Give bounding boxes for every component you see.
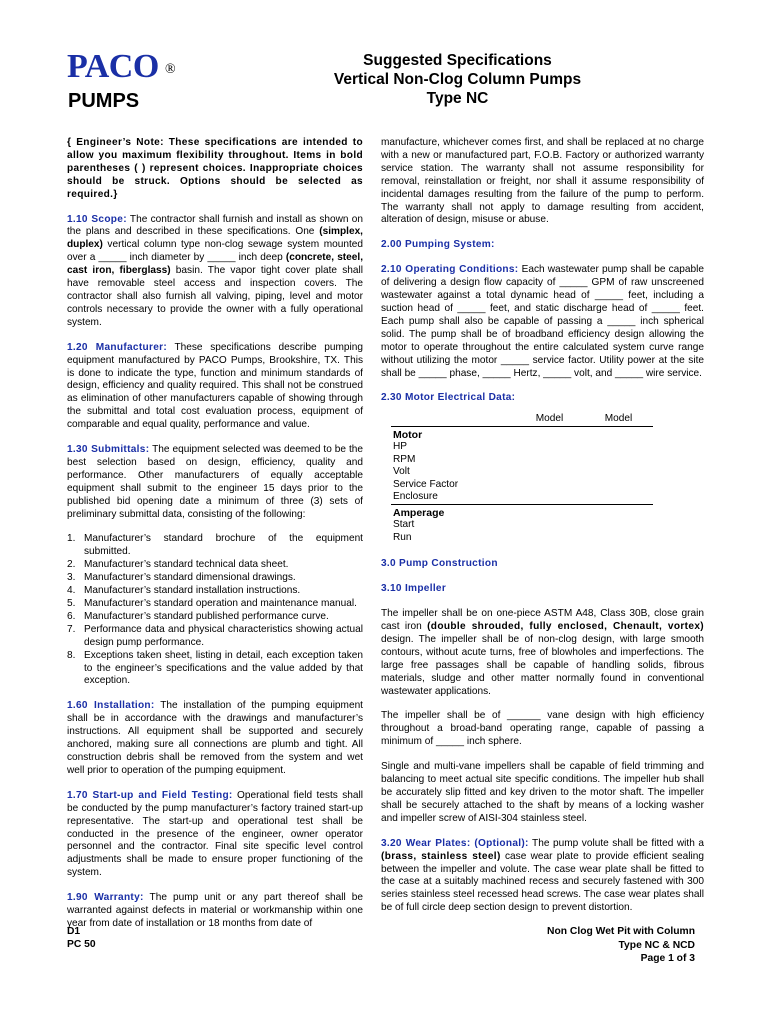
impeller-paragraph-2: The impeller shall be of ______ vane design with high efficiency throughout a broad-band operating range, capable of passing a minimum of _____ inch sphere.: [381, 710, 704, 748]
section-heading: 2.10 Operating Conditions:: [381, 264, 519, 276]
list-item: 3. Manufacturer’s standard dimensional drawings.: [67, 572, 296, 584]
section-1-60-installation: 1.60 Installation: The installation of the pumping equipment shall be in accordance with the drawings and manufacturer’s instructions. All equipment shall be supported and securely anchored, making sure all connections are plumb and tight. All construction debris shall be removed from the system and wet well prior to operation of the pumping equipment.: [67, 700, 363, 776]
section-heading: 3.20 Wear Plates: (Optional):: [381, 837, 529, 849]
table-row: Volt: [393, 466, 410, 478]
section-heading: 1.60 Installation:: [67, 700, 155, 712]
page-title: [290, 51, 625, 108]
brand-logo: PACO: [67, 48, 159, 85]
list-item: 4. Manufacturer’s standard installation instructions.: [67, 585, 301, 597]
section-heading: 1.70 Start-up and Field Testing:: [67, 789, 233, 801]
table-row: Enclosure: [393, 491, 438, 503]
section-3-10-heading: 3.10 Impeller: [381, 583, 447, 595]
list-item: 7. Performance data and physical characteristics showing actual design pump performance.: [67, 623, 363, 648]
section-2-00-heading: 2.00 Pumping System:: [381, 239, 495, 251]
brand-subtitle: PUMPS: [68, 90, 140, 112]
registered-mark: ®: [165, 62, 176, 77]
table-row: HP: [393, 441, 408, 453]
section-1-20-manufacturer: 1.20 Manufacturer: These specifications describe pumping equipment manufactured by PACO Pumps, Brookshire, TX. This is done to indicate the type, function and minimum standards of design, efficiency and quality required. This shall not be construed as elimination of other manufacturers capable of showing through the submittal and total cost evaluation process, equipment of comparable and equal quality, performance and value.: [67, 341, 363, 431]
impeller-paragraph-3: Single and multi-vane impellers shall be capable of field trimming and balancing to meet actual site specific conditions. The impeller hub shall be accurately slip fitted and key driven to the motor shaft. The impeller shall be securely attached to the shaft by means of a locking washer and impeller screw of AISI-304 stainless steel.: [381, 761, 704, 824]
right-column: [381, 137, 704, 927]
title-line-3: Type NC: [426, 90, 489, 107]
submittal-list: [67, 533, 363, 688]
left-column: [67, 137, 363, 943]
page-number: Page 1 of 3: [640, 953, 695, 964]
table-row: Service Factor: [393, 478, 459, 490]
warranty-continued: manufacture, whichever comes first, and shall be replaced at no charge with a new or manufactured part, F.O.B. Factory or authorized warranty service station. The warranty shall not assume responsibility for removal, reinstallation or freight, nor shall it assume responsibility of incidental damages resulting from the failure of the pump to perform. The warranty shall not apply to damage resulting from accident, alteration of design, misuse or abuse.: [381, 137, 704, 226]
table-row: [391, 426, 653, 441]
group-label: Motor: [393, 428, 423, 441]
section-3-0-heading: 3.0 Pump Construction: [381, 558, 498, 570]
motor-data-table: [391, 413, 653, 544]
section-heading: 1.20 Manufacturer:: [67, 341, 168, 353]
footer-code-2: PC 50: [67, 939, 96, 950]
list-item: 2. Manufacturer’s standard technical data sheet.: [67, 559, 289, 571]
table-row: Run: [393, 531, 412, 543]
list-item: 6. Manufacturer’s standard published performance curve.: [67, 610, 329, 622]
engineer-note: { Engineer’s Note: These specifications are intended to allow you maximum flexibility throughout. Items in bold parentheses ( ) represent choices. Inappropriate choices should be struck. Options should be selected as required.}: [67, 137, 363, 200]
footer-doc-line-2: Type NC & NCD: [618, 939, 695, 951]
list-item: 8. Exceptions taken sheet, listing in detail, each exception taken to the engineer’s specifications and the value added by that exception.: [67, 649, 363, 687]
section-heading: 1.10 Scope:: [67, 213, 127, 225]
section-heading: 1.90 Warranty:: [67, 892, 144, 904]
list-item: 5. Manufacturer’s standard operation and maintenance manual.: [67, 598, 357, 609]
table-header-row: [391, 413, 653, 426]
section-1-70-startup: 1.70 Start-up and Field Testing: Operational field tests shall be conducted by the pump manufacturer’s factory trained start-up representative. The start-up and operational test shall be conducted in the presence of the engineer, owner operator personnel and the contractor. Final site specific level control adjustments shall be made to ensure proper functioning of the system.: [67, 789, 363, 879]
impeller-paragraph-1: The impeller shall be on one-piece ASTM A48, Class 30B, close grain cast iron (double shrouded, fully enclosed, Chenault, vortex) design. The impeller shall be of non-clog design, with large smooth contours, without acute turns, free of blowholes and imperfections. The large free passages shall be capable of handling solids, fibrous materials, sludge and other matter normally found in conventional wastewater applications.: [381, 608, 704, 697]
section-1-90-warranty: 1.90 Warranty: The pump unit or any part thereof shall be warranted against defects in material or workmanship within one year from date of installation or 18 months from date of: [67, 892, 364, 929]
table-row: [391, 504, 653, 519]
footer-codes: [67, 925, 96, 951]
column-header: Model: [515, 413, 584, 426]
table-row: RPM: [393, 453, 416, 465]
column-header: Model: [584, 413, 653, 426]
table-row: Start: [393, 519, 415, 531]
list-item: 1. Manufacturer’s standard brochure of the equipment submitted.: [67, 533, 363, 558]
section-2-30-heading: 2.30 Motor Electrical Data:: [381, 392, 516, 404]
footer-doc-line-1: Non Clog Wet Pit with Column: [547, 926, 695, 937]
title-line-1: Suggested Specifications: [363, 52, 552, 69]
group-label: Amperage: [391, 504, 515, 519]
section-heading: 1.30 Submittals:: [67, 444, 150, 456]
section-1-10-scope: 1.10 Scope: The contractor shall furnish and install as shown on the plans and described in these specifications. One (simplex, duplex) vertical column type non-clog sewage system mounted over a _____ inch diameter by _____ inch deep (concrete, steel, cast iron, fiberglass) basin. The vapor tight cover plate shall have removable steel access and inspection covers. The contractor shall also furnish all valving, piping, level and motor controls necessary to provide the owner with a fully operational system.: [67, 213, 364, 328]
section-3-20-wear-plates: 3.20 Wear Plates: (Optional): The pump volute shall be fitted with a (brass, stainless steel) case wear plate to provide efficient sealing between the impeller and volute. The case wear plate shall be fitted to the case at a suitably machined recess and securely fastened with 300 series stainless steel recessed head screws. The case wear plates shall be of full circle deep section design to prevent distortion.: [381, 837, 704, 914]
footer-doc-info: [490, 925, 695, 966]
section-1-30-submittals: 1.30 Submittals: The equipment selected was deemed to be the best selection based on design, efficiency, quality and performance. Other manufacturers of equally acceptable equipment shall submit to the engineer 15 days prior to the published bid opening date a minimum of three (3) sets of preliminary submittal data, consisting of the following:: [67, 444, 363, 520]
title-line-2: Vertical Non-Clog Column Pumps: [333, 71, 582, 88]
section-2-10-operating-conditions: 2.10 Operating Conditions: Each wastewater pump shall be capable of delivering a design flow capacity of _____ GPM of raw unscreened wastewater against a total dynamic head of _____ feet, including a suction head of _____ feet, and static discharge head of _____ feet. Each pump shall also be capable of passing a _____ inch spherical solid. The pump shall be of broadband efficiency design allowing the motor to operate throughout the entire calculated system curve range without utilizing the motor _____ service factor. Utility power at the site shall be _____ phase, _____ Hertz, _____ volt, and _____ wire service.: [381, 264, 704, 379]
footer-code-1: D1: [67, 926, 81, 937]
